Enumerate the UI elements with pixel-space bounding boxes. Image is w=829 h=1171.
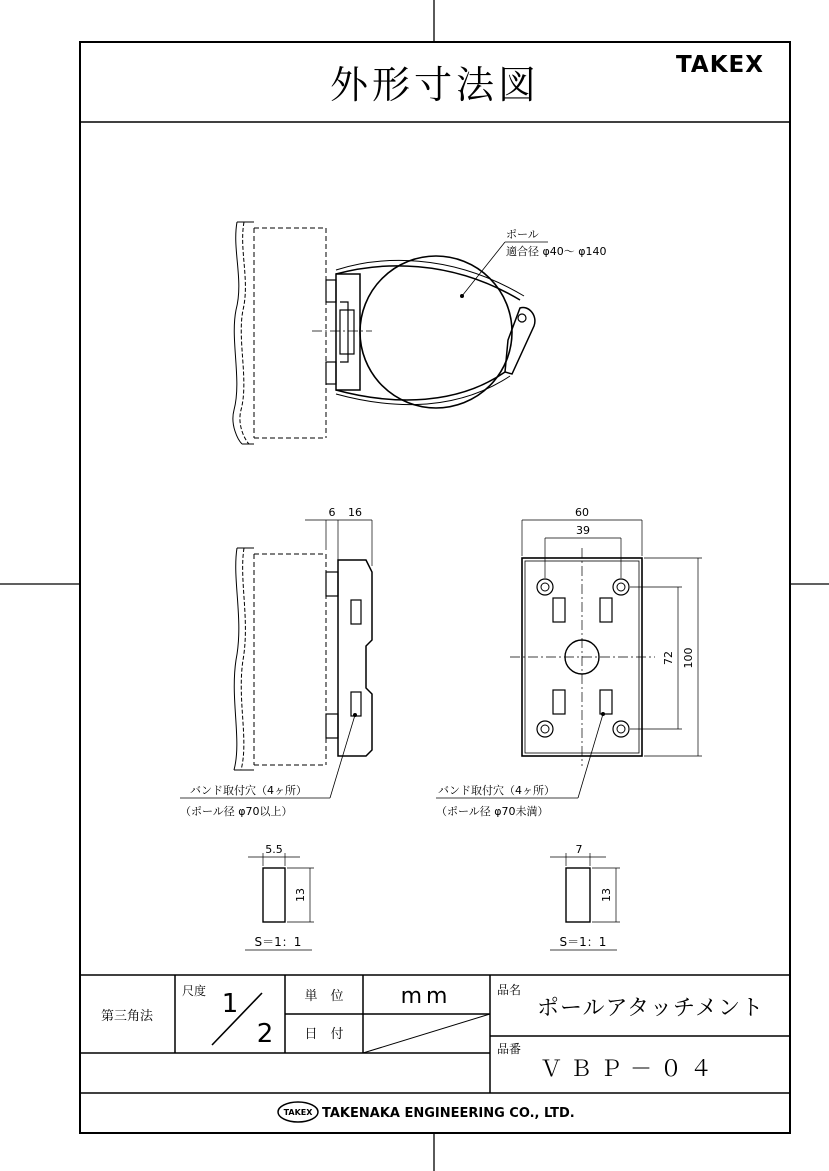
projection-label: 第三角法 [100, 1009, 154, 1024]
date-label: 日 付 [304, 1027, 344, 1042]
dim-detail-left-w: 5.5 [265, 843, 283, 856]
scale-numerator: 1 [221, 989, 239, 1019]
scale-label-right: S＝1：1 [559, 935, 607, 949]
side-view [180, 520, 372, 798]
dim-side-6: 6 [328, 506, 336, 519]
dim-detail-left-h: 13 [294, 888, 307, 902]
dim-side-16: 16 [348, 506, 362, 519]
scale-label-left: S＝1：1 [254, 935, 302, 949]
sheet-border [80, 42, 790, 1133]
top-view [233, 222, 548, 444]
hole-label-right-2: （ポール径 φ70未満） [436, 805, 549, 818]
pole-diameter-label: 適合径 φ40～ φ140 [506, 245, 607, 258]
product-no-label: 品番 [497, 1042, 522, 1056]
hole-label-left-1: バンド取付穴（4ヶ所） [190, 784, 307, 797]
pole-label: ポール [506, 228, 539, 241]
hole-label-right-1: バンド取付穴（4ヶ所） [438, 784, 555, 797]
hole-label-left-2: （ポール径 φ70以上） [180, 805, 293, 818]
dim-front-60: 60 [575, 506, 589, 519]
brand-logo: TAKEX [676, 52, 764, 78]
unit-value: mm [400, 984, 452, 1009]
product-name: ポールアタッチメント [537, 996, 765, 1021]
dim-front-100: 100 [682, 647, 695, 669]
company-logo [278, 1102, 318, 1122]
scale-label: 尺度 [182, 984, 207, 998]
dim-detail-right-w: 7 [575, 843, 583, 856]
dim-front-72: 72 [662, 651, 675, 665]
dim-front-39: 39 [576, 524, 590, 537]
company-name: TAKENAKA ENGINEERING CO., LTD. [322, 1106, 575, 1121]
product-no: ＶＢＰ－０４ [540, 1057, 721, 1082]
svg-text:TAKEX: TAKEX [283, 1108, 313, 1117]
page-title: 外形寸法図 [329, 63, 541, 107]
dim-detail-right-h: 13 [600, 888, 613, 902]
product-name-label: 品名 [497, 983, 522, 997]
unit-label: 単 位 [304, 989, 344, 1004]
scale-denominator: 2 [256, 1019, 274, 1049]
